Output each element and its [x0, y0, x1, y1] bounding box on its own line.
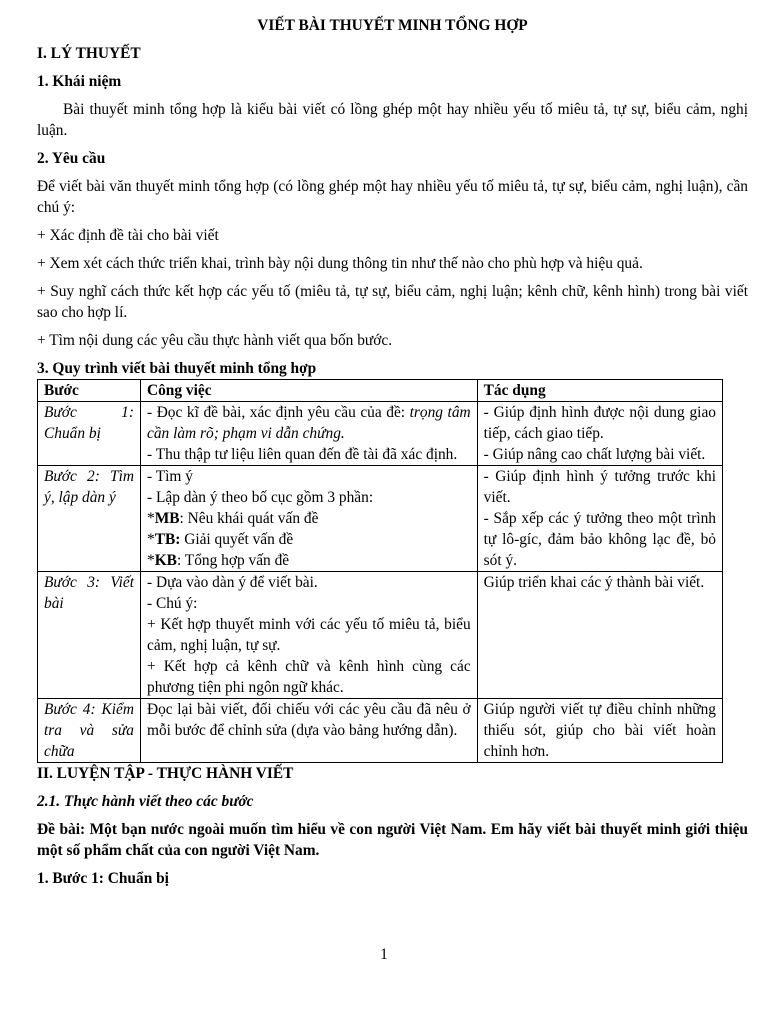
document-content: [37, 15, 748, 896]
header-step: Bước: [38, 380, 141, 402]
work-line: - Đọc kĩ đề bài, xác định yêu cầu của đề:: [147, 404, 410, 421]
document-title: VIẾT BÀI THUYẾT MINH TỔNG HỢP: [257, 17, 528, 34]
step-cell: Bước 2: Tìm ý, lập dàn ý: [38, 466, 141, 572]
header-work: Công việc: [141, 380, 478, 402]
work-line: - Chú ý:: [147, 595, 198, 612]
effect-line: - Sắp xếp các ý tưởng theo một trình tự lô-gíc, đảm bảo không lạc đề, bỏ sót ý.: [483, 510, 716, 569]
step-cell: Bước 4: Kiểm tra và sửa chữa: [38, 699, 141, 763]
work-line: - Tìm ý: [147, 468, 193, 485]
work-line: + Kết hợp thuyết minh với các yếu tố miêu tả, biểu cảm, nghị luận, tự sự.: [147, 616, 471, 654]
work-cell: [141, 402, 478, 466]
requirement-item: + Xác định đề tài cho bài viết: [37, 227, 219, 244]
work-line: + Kết hợp cả kênh chữ và kênh hình cùng các phương tiện phi ngôn ngữ khác.: [147, 658, 471, 696]
effect-line: - Giúp nâng cao chất lượng bài viết.: [483, 446, 706, 463]
requirements-intro: Để viết bài văn thuyết minh tổng hợp (có lồng ghép một hay nhiều yếu tố miêu tả, tự sự, biểu cảm, nghị luận), cần chú ý:: [37, 178, 748, 216]
work-line: - Lập dàn ý theo bố cục gồm 3 phần:: [147, 489, 374, 506]
concept-paragraph: Bài thuyết minh tổng hợp là kiểu bài viết có lồng ghép một hay nhiều yếu tố miêu tả, tự sự, biểu cảm, nghị luận.: [37, 101, 748, 139]
effect-cell: [477, 402, 722, 466]
effect-line: - Giúp định hình được nội dung giao tiếp, cách giao tiếp.: [483, 404, 716, 442]
table-row: [38, 466, 723, 572]
work-line: *TB: Giải quyết vấn đề: [147, 531, 294, 548]
effect-line: - Giúp định hình ý tưởng trước khi viết.: [483, 468, 716, 506]
work-cell: [141, 572, 478, 699]
work-line: *MB: Nêu khái quát vấn đề: [147, 510, 319, 527]
concept-heading: 1. Khái niệm: [37, 73, 122, 90]
work-line: - Dựa vào dàn ý để viết bài.: [147, 574, 318, 591]
header-effect: Tác dụng: [477, 380, 722, 402]
table-header-row: [38, 380, 723, 402]
work-line: *KB: Tổng hợp vấn đề: [147, 552, 290, 569]
subsection-heading: 2.1. Thực hành viết theo các bước: [37, 793, 254, 810]
work-line-italic: trọng tâm cần làm rõ; phạm vi dẫn chứng.: [147, 404, 471, 442]
effect-cell: [477, 466, 722, 572]
effect-cell: [477, 572, 722, 699]
section-2-heading: II. LUYỆN TẬP - THỰC HÀNH VIẾT: [37, 765, 294, 782]
effect-cell: [477, 699, 722, 763]
step-cell: Bước 1: Chuẩn bị: [38, 402, 141, 466]
work-cell: [141, 699, 478, 763]
work-cell: [141, 466, 478, 572]
requirement-item: + Suy nghĩ cách thức kết hợp các yếu tố (miêu tả, tự sự, biểu cảm, nghị luận; kênh chữ, kênh hình) trong bài viết sao cho hợp lí.: [37, 283, 748, 321]
process-heading: 3. Quy trình viết bài thuyết minh tổng hợp: [37, 360, 317, 377]
section-1-heading: I. LÝ THUYẾT: [37, 45, 141, 62]
effect-line: Giúp triển khai các ý thành bài viết.: [483, 574, 705, 591]
table-row: [38, 402, 723, 466]
effect-line: Giúp người viết tự điều chỉnh những thiếu sót, giúp cho bài viết hoàn chỉnh hơn.: [483, 701, 716, 760]
table-row: [38, 699, 723, 763]
requirement-item: + Tìm nội dung các yêu cầu thực hành viết qua bốn bước.: [37, 332, 393, 349]
step1-heading: 1. Bước 1: Chuẩn bị: [37, 870, 169, 887]
requirement-item: + Xem xét cách thức triển khai, trình bày nội dung thông tin như thế nào cho phù hợp và hiệu quả.: [37, 255, 643, 272]
work-line: Đọc lại bài viết, đối chiếu với các yêu cầu đã nêu ở mỗi bước để chỉnh sửa (dựa vào bảng hướng dẫn).: [147, 701, 471, 739]
requirements-heading: 2. Yêu cầu: [37, 150, 106, 167]
step-cell: Bước 3: Viết bài: [38, 572, 141, 699]
table-row: [38, 572, 723, 699]
page-number: 1: [380, 946, 388, 963]
work-line: - Thu thập tư liệu liên quan đến đề tài đã xác định.: [147, 446, 458, 463]
assignment-text: Đề bài: Một bạn nước ngoài muốn tìm hiểu về con người Việt Nam. Em hãy viết bài thuyết minh giới thiệu một số phẩm chất của con người Việt Nam.: [37, 821, 748, 859]
process-table: [37, 379, 723, 763]
